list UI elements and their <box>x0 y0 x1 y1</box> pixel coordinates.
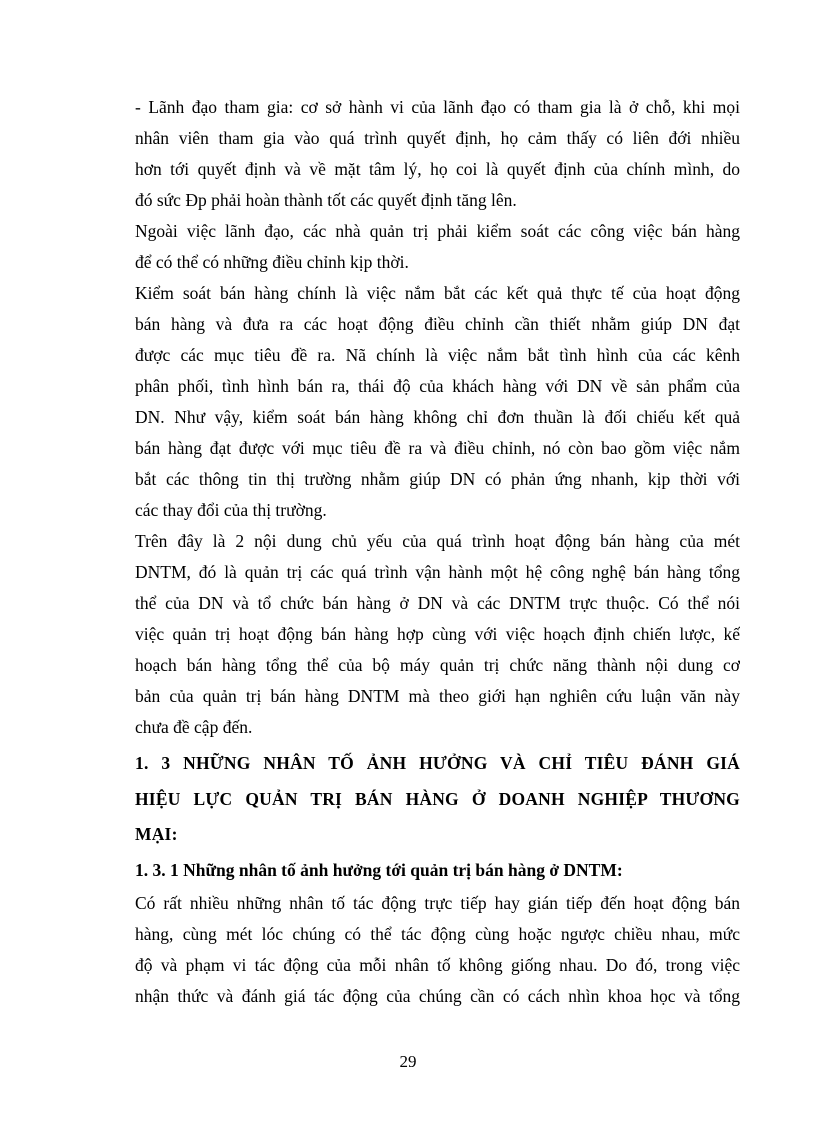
text-line: hoạch bán hàng tổng thể của bộ máy quản trị chức năng thành nội dung cơ <box>135 655 740 675</box>
page-number: 29 <box>399 1052 417 1071</box>
text-line: các thay đổi của thị trường. <box>135 500 327 520</box>
text-line: nhân viên tham gia vào quá trình quyết định, họ cảm thấy có liên đới nhiều <box>135 128 740 148</box>
text-line: Trên đây là 2 nội dung chủ yếu của quá trình hoạt động bán hàng của mét <box>135 531 740 551</box>
text-line: việc quản trị hoạt động bán hàng hợp cùng với việc hoạch định chiến lược, kế <box>135 624 740 644</box>
text-line: DN. Như vậy, kiểm soát bán hàng không chỉ đơn thuần là đối chiếu kết quả <box>135 407 740 427</box>
subsection-heading: 1. 3. 1 Những nhân tố ảnh hưởng tới quản trị bán hàng ở DNTM: <box>135 859 623 880</box>
text-line: bản của quản trị bán hàng DNTM mà theo giới hạn nghiên cứu luận văn này <box>135 686 740 706</box>
text-line: bán hàng đạt được với mục tiêu đề ra và điều chỉnh, nó còn bao gồm việc nắm <box>135 438 740 458</box>
paragraph-sales-control-definition <box>135 278 740 526</box>
text-line: bán hàng và đưa ra các hoạt động điều chỉnh cần thiết nhằm giúp DN đạt <box>135 314 740 334</box>
text-line: bắt các thông tin thị trường nhằm giúp DN có phản ứng nhanh, kịp thời với <box>135 469 740 489</box>
text-line: đó sức Đp phải hoàn thành tốt các quyết định tăng lên. <box>135 190 517 210</box>
text-line: Kiểm soát bán hàng chính là việc nắm bắt các kết quả thực tế của hoạt động <box>135 283 740 303</box>
text-line: DNTM, đó là quản trị các quá trình vận hành một hệ công nghệ bán hàng tổng <box>135 562 740 582</box>
section-heading-line: 1. 3 NHỮNG NHÂN TỐ ẢNH HƯỞNG VÀ CHỈ TIÊU ĐÁNH GIÁ <box>135 753 740 773</box>
page-body <box>135 92 740 1012</box>
text-line: để có thể có những điều chỉnh kịp thời. <box>135 252 409 272</box>
section-heading-line: HIỆU LỰC QUẢN TRỊ BÁN HÀNG Ở DOANH NGHIỆP THƯƠNG <box>135 788 740 809</box>
text-line: hàng, cùng mét lóc chúng có thể tác động cùng hoặc ngược chiều nhau, mức <box>135 923 740 944</box>
text-line: nhận thức và đánh giá tác động của chúng cần có cách nhìn khoa học và tổng <box>135 985 740 1006</box>
paragraph-influencing-factors <box>135 888 740 1012</box>
text-line: thể của DN và tổ chức bán hàng ở DN và các DNTM trực thuộc. Có thể nói <box>135 593 740 613</box>
text-line: độ và phạm vi tác động của mỗi nhân tố không giống nhau. Do đó, trong việc <box>135 954 740 975</box>
text-line: - Lãnh đạo tham gia: cơ sở hành vi của lãnh đạo có tham gia là ở chỗ, khi mọi <box>135 97 740 117</box>
text-line: Ngoài việc lãnh đạo, các nhà quản trị phải kiểm soát các công việc bán hàng <box>135 221 740 241</box>
text-line: phân phối, tình hình bán ra, thái độ của khách hàng với DN về sản phẩm của <box>135 376 740 396</box>
text-line: được các mục tiêu đề ra. Nã chính là việc nắm bắt tình hình của các kênh <box>135 345 740 365</box>
section-heading <box>135 746 740 853</box>
text-line: Có rất nhiều những nhân tố tác động trực tiếp hay gián tiếp đến hoạt động bán <box>135 892 740 913</box>
section-heading-line: MẠI: <box>135 824 178 844</box>
paragraph-summary <box>135 526 740 743</box>
paragraph-participative-leadership <box>135 92 740 216</box>
paragraph-sales-control-intro <box>135 216 740 278</box>
text-line: hơn tới quyết định và về mặt tâm lý, họ coi là quyết định của chính mình, do <box>135 159 740 179</box>
text-line: chưa đề cập đến. <box>135 717 253 737</box>
